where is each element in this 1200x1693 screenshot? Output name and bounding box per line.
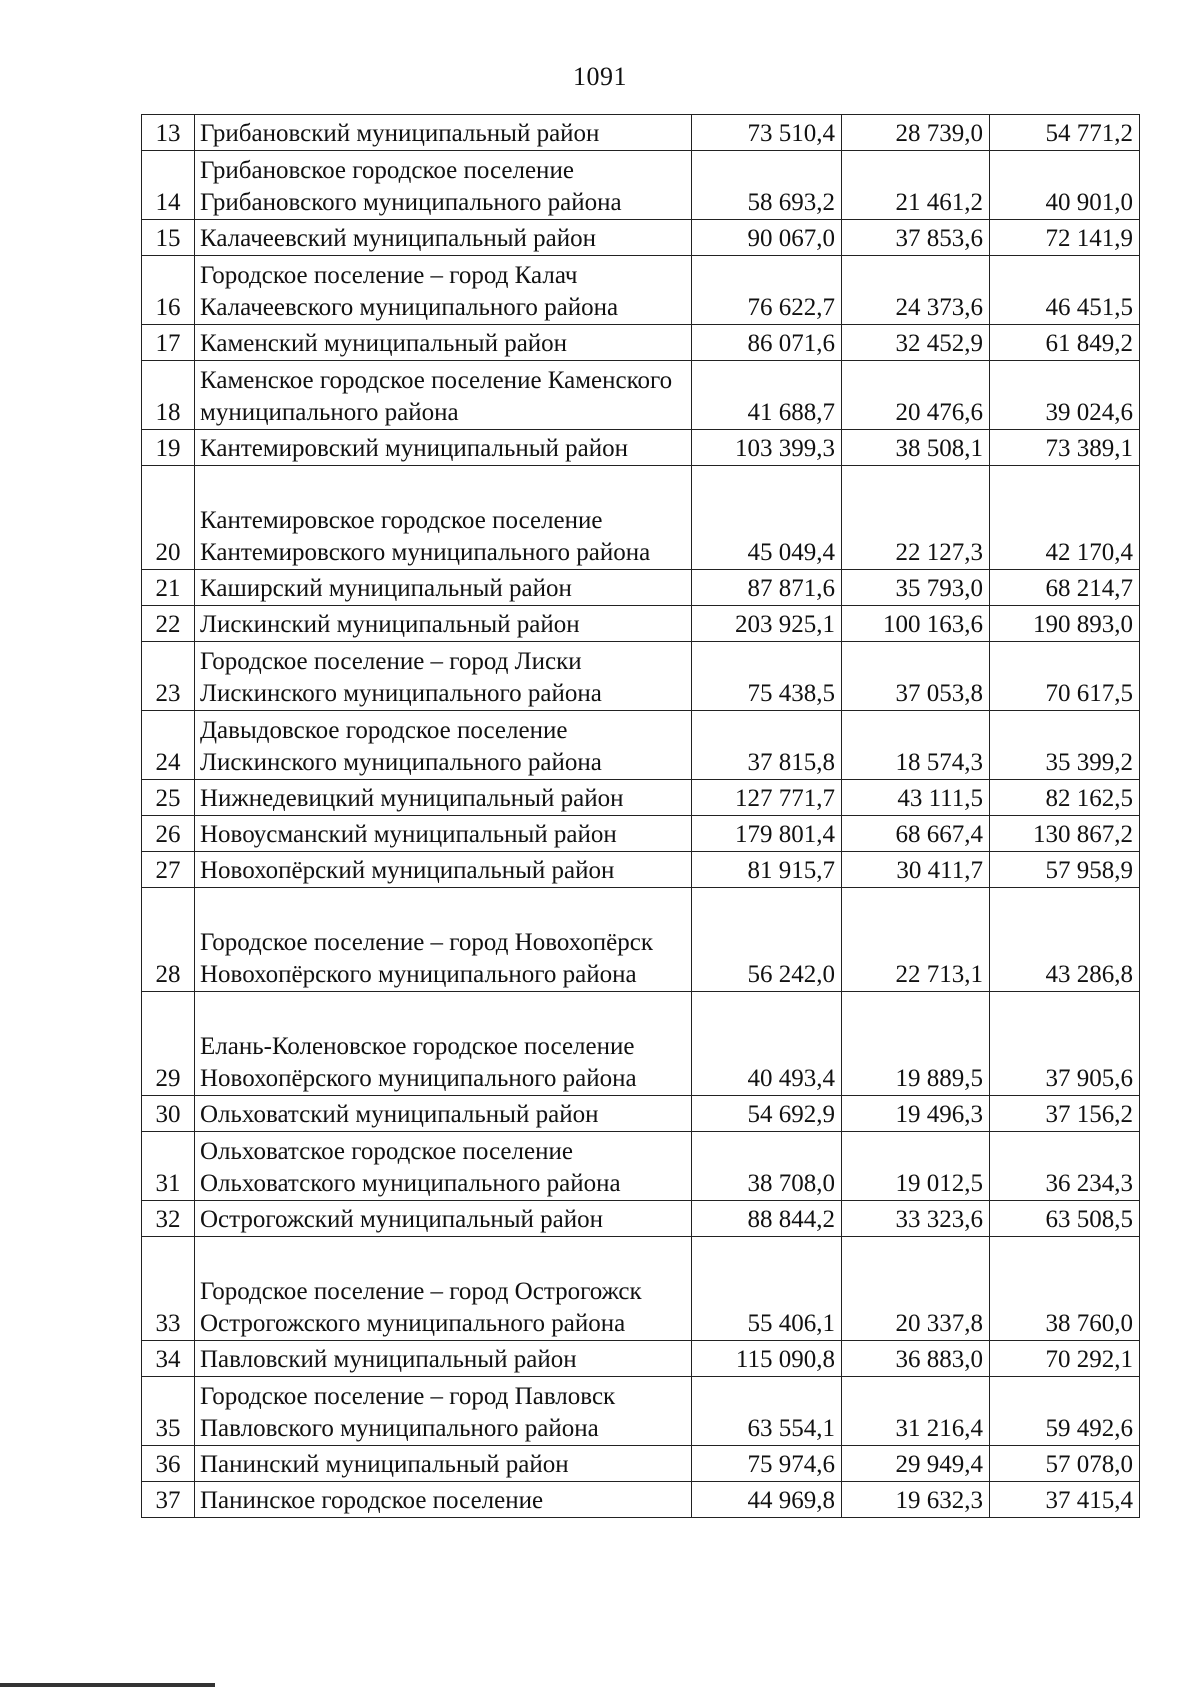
- budget-table: [141, 114, 1140, 1518]
- row-number-cell: 28: [142, 888, 195, 992]
- table-row: [142, 642, 1140, 711]
- municipality-name-cell: Грибановское городское поселение Грибановского муниципального района: [195, 151, 692, 220]
- value-col3-cell: 57 958,9: [990, 852, 1140, 888]
- municipality-name-cell: Новоусманский муниципальный район: [195, 816, 692, 852]
- row-number-cell: 25: [142, 780, 195, 816]
- value-col2-cell: 24 373,6: [842, 256, 990, 325]
- value-col3-cell: 190 893,0: [990, 606, 1140, 642]
- value-col2-cell: 29 949,4: [842, 1446, 990, 1482]
- row-number-cell: 22: [142, 606, 195, 642]
- value-col1-cell: 103 399,3: [692, 430, 842, 466]
- municipality-name-cell: Лискинский муниципальный район: [195, 606, 692, 642]
- row-number-cell: 36: [142, 1446, 195, 1482]
- value-col2-cell: 33 323,6: [842, 1201, 990, 1237]
- value-col3-cell: 38 760,0: [990, 1237, 1140, 1341]
- table-row: [142, 220, 1140, 256]
- row-number-cell: 19: [142, 430, 195, 466]
- value-col3-cell: 37 156,2: [990, 1096, 1140, 1132]
- value-col2-cell: 35 793,0: [842, 570, 990, 606]
- municipality-name-cell: Кантемировское городское поселение Кантемировского муниципального района: [195, 466, 692, 570]
- value-col1-cell: 90 067,0: [692, 220, 842, 256]
- row-number-cell: 30: [142, 1096, 195, 1132]
- row-number-cell: 33: [142, 1237, 195, 1341]
- value-col2-cell: 37 853,6: [842, 220, 990, 256]
- table-row: [142, 852, 1140, 888]
- row-number-cell: 18: [142, 361, 195, 430]
- value-col2-cell: 22 713,1: [842, 888, 990, 992]
- value-col2-cell: 19 632,3: [842, 1482, 990, 1518]
- value-col3-cell: 35 399,2: [990, 711, 1140, 780]
- table-row: [142, 361, 1140, 430]
- value-col1-cell: 73 510,4: [692, 115, 842, 151]
- municipality-name-cell: Кантемировский муниципальный район: [195, 430, 692, 466]
- row-number-cell: 21: [142, 570, 195, 606]
- value-col2-cell: 38 508,1: [842, 430, 990, 466]
- municipality-name-cell: Новохопёрский муниципальный район: [195, 852, 692, 888]
- municipality-name-cell: Острогожский муниципальный район: [195, 1201, 692, 1237]
- table-body: [142, 115, 1140, 1518]
- value-col1-cell: 45 049,4: [692, 466, 842, 570]
- value-col1-cell: 87 871,6: [692, 570, 842, 606]
- table-row: [142, 1446, 1140, 1482]
- value-col1-cell: 179 801,4: [692, 816, 842, 852]
- value-col2-cell: 18 574,3: [842, 711, 990, 780]
- value-col1-cell: 115 090,8: [692, 1341, 842, 1377]
- row-number-cell: 13: [142, 115, 195, 151]
- value-col1-cell: 55 406,1: [692, 1237, 842, 1341]
- row-number-cell: 14: [142, 151, 195, 220]
- value-col3-cell: 70 617,5: [990, 642, 1140, 711]
- table-row: [142, 606, 1140, 642]
- municipality-name-cell: Павловский муниципальный район: [195, 1341, 692, 1377]
- table-row: [142, 816, 1140, 852]
- table-row: [142, 115, 1140, 151]
- value-col2-cell: 22 127,3: [842, 466, 990, 570]
- value-col1-cell: 75 974,6: [692, 1446, 842, 1482]
- municipality-name-cell: Нижнедевицкий муниципальный район: [195, 780, 692, 816]
- table-row: [142, 1237, 1140, 1341]
- row-number-cell: 17: [142, 325, 195, 361]
- value-col3-cell: 42 170,4: [990, 466, 1140, 570]
- value-col3-cell: 37 415,4: [990, 1482, 1140, 1518]
- row-number-cell: 37: [142, 1482, 195, 1518]
- municipality-name-cell: Калачеевский муниципальный район: [195, 220, 692, 256]
- table-row: [142, 570, 1140, 606]
- value-col2-cell: 31 216,4: [842, 1377, 990, 1446]
- table-row: [142, 466, 1140, 570]
- row-number-cell: 26: [142, 816, 195, 852]
- value-col3-cell: 61 849,2: [990, 325, 1140, 361]
- row-number-cell: 32: [142, 1201, 195, 1237]
- value-col2-cell: 19 012,5: [842, 1132, 990, 1201]
- value-col3-cell: 43 286,8: [990, 888, 1140, 992]
- value-col3-cell: 36 234,3: [990, 1132, 1140, 1201]
- value-col1-cell: 88 844,2: [692, 1201, 842, 1237]
- table-row: [142, 256, 1140, 325]
- value-col1-cell: 203 925,1: [692, 606, 842, 642]
- row-number-cell: 20: [142, 466, 195, 570]
- municipality-name-cell: Городское поселение – город Калач Калачеевского муниципального района: [195, 256, 692, 325]
- value-col3-cell: 63 508,5: [990, 1201, 1140, 1237]
- row-number-cell: 34: [142, 1341, 195, 1377]
- municipality-name-cell: Панинский муниципальный район: [195, 1446, 692, 1482]
- value-col3-cell: 68 214,7: [990, 570, 1140, 606]
- value-col1-cell: 63 554,1: [692, 1377, 842, 1446]
- value-col3-cell: 39 024,6: [990, 361, 1140, 430]
- row-number-cell: 31: [142, 1132, 195, 1201]
- value-col3-cell: 59 492,6: [990, 1377, 1140, 1446]
- table-row: [142, 1096, 1140, 1132]
- table-row: [142, 1482, 1140, 1518]
- municipality-name-cell: Грибановский муниципальный район: [195, 115, 692, 151]
- value-col1-cell: 37 815,8: [692, 711, 842, 780]
- value-col1-cell: 81 915,7: [692, 852, 842, 888]
- row-number-cell: 24: [142, 711, 195, 780]
- municipality-name-cell: Городское поселение – город Павловск Павловского муниципального района: [195, 1377, 692, 1446]
- municipality-name-cell: Каширский муниципальный район: [195, 570, 692, 606]
- municipality-name-cell: Городское поселение – город Новохопёрск Новохопёрского муниципального района: [195, 888, 692, 992]
- value-col1-cell: 54 692,9: [692, 1096, 842, 1132]
- value-col2-cell: 28 739,0: [842, 115, 990, 151]
- value-col3-cell: 37 905,6: [990, 992, 1140, 1096]
- row-number-cell: 16: [142, 256, 195, 325]
- municipality-name-cell: Городское поселение – город Лиски Лискинского муниципального района: [195, 642, 692, 711]
- table-row: [142, 151, 1140, 220]
- value-col2-cell: 32 452,9: [842, 325, 990, 361]
- page-number: 1091: [573, 62, 627, 91]
- footer-rule: [0, 1683, 215, 1687]
- row-number-cell: 29: [142, 992, 195, 1096]
- value-col1-cell: 38 708,0: [692, 1132, 842, 1201]
- value-col3-cell: 57 078,0: [990, 1446, 1140, 1482]
- value-col2-cell: 19 889,5: [842, 992, 990, 1096]
- row-number-cell: 35: [142, 1377, 195, 1446]
- value-col2-cell: 21 461,2: [842, 151, 990, 220]
- table-row: [142, 1132, 1140, 1201]
- value-col1-cell: 75 438,5: [692, 642, 842, 711]
- value-col2-cell: 20 476,6: [842, 361, 990, 430]
- value-col2-cell: 37 053,8: [842, 642, 990, 711]
- value-col3-cell: 54 771,2: [990, 115, 1140, 151]
- value-col1-cell: 76 622,7: [692, 256, 842, 325]
- value-col1-cell: 56 242,0: [692, 888, 842, 992]
- value-col3-cell: 46 451,5: [990, 256, 1140, 325]
- municipality-name-cell: Елань-Коленовское городское поселение Новохопёрского муниципального района: [195, 992, 692, 1096]
- table-row: [142, 430, 1140, 466]
- value-col2-cell: 19 496,3: [842, 1096, 990, 1132]
- value-col2-cell: 20 337,8: [842, 1237, 990, 1341]
- value-col2-cell: 100 163,6: [842, 606, 990, 642]
- table-row: [142, 711, 1140, 780]
- value-col1-cell: 86 071,6: [692, 325, 842, 361]
- value-col1-cell: 44 969,8: [692, 1482, 842, 1518]
- value-col1-cell: 41 688,7: [692, 361, 842, 430]
- value-col2-cell: 30 411,7: [842, 852, 990, 888]
- value-col3-cell: 70 292,1: [990, 1341, 1140, 1377]
- municipality-name-cell: Давыдовское городское поселение Лискинского муниципального района: [195, 711, 692, 780]
- municipality-name-cell: Городское поселение – город Острогожск Острогожского муниципального района: [195, 1237, 692, 1341]
- municipality-name-cell: Ольховатский муниципальный район: [195, 1096, 692, 1132]
- municipality-name-cell: Каменский муниципальный район: [195, 325, 692, 361]
- municipality-name-cell: Каменское городское поселение Каменского муниципального района: [195, 361, 692, 430]
- row-number-cell: 27: [142, 852, 195, 888]
- table-row: [142, 992, 1140, 1096]
- value-col3-cell: 73 389,1: [990, 430, 1140, 466]
- value-col1-cell: 40 493,4: [692, 992, 842, 1096]
- value-col3-cell: 72 141,9: [990, 220, 1140, 256]
- table-row: [142, 888, 1140, 992]
- value-col2-cell: 43 111,5: [842, 780, 990, 816]
- value-col2-cell: 68 667,4: [842, 816, 990, 852]
- row-number-cell: 23: [142, 642, 195, 711]
- table-row: [142, 780, 1140, 816]
- value-col2-cell: 36 883,0: [842, 1341, 990, 1377]
- table-row: [142, 1341, 1140, 1377]
- table-row: [142, 325, 1140, 361]
- table-row: [142, 1377, 1140, 1446]
- row-number-cell: 15: [142, 220, 195, 256]
- value-col1-cell: 127 771,7: [692, 780, 842, 816]
- municipality-name-cell: Панинское городское поселение: [195, 1482, 692, 1518]
- value-col3-cell: 40 901,0: [990, 151, 1140, 220]
- value-col3-cell: 130 867,2: [990, 816, 1140, 852]
- municipality-name-cell: Ольховатское городское поселение Ольховатского муниципального района: [195, 1132, 692, 1201]
- value-col3-cell: 82 162,5: [990, 780, 1140, 816]
- table-row: [142, 1201, 1140, 1237]
- value-col1-cell: 58 693,2: [692, 151, 842, 220]
